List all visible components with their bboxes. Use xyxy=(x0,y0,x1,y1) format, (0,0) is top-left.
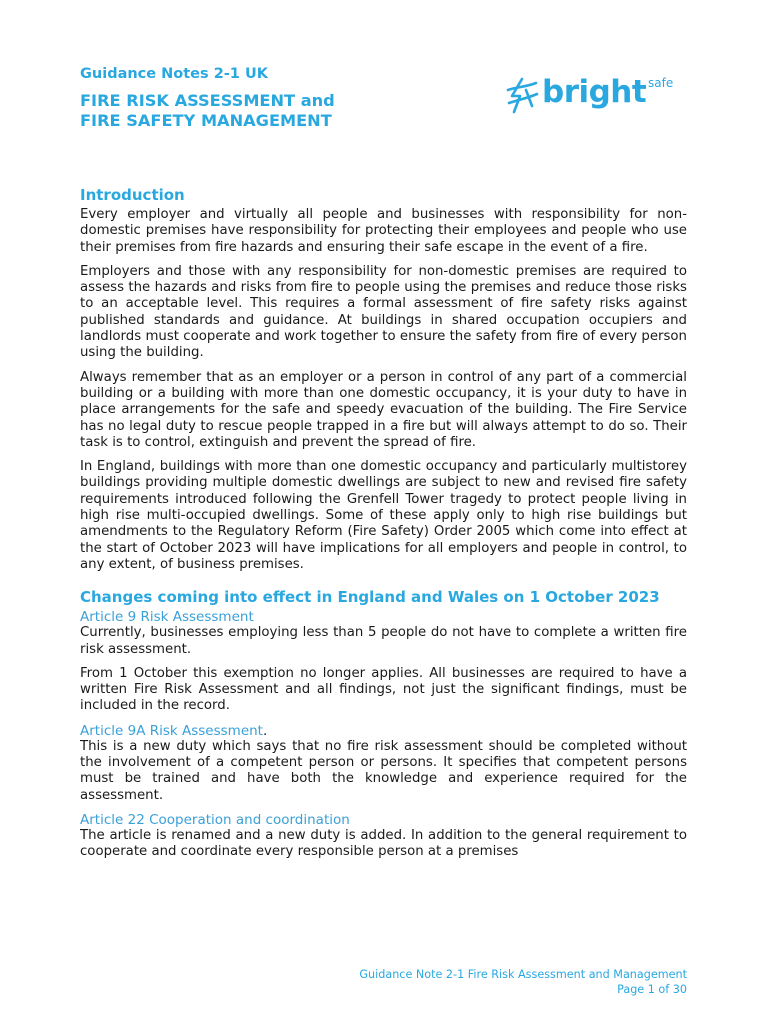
document-body xyxy=(80,186,687,869)
intro-paragraph: Always remember that as an employer or a person in control of any part of a commercial building or a building with more than one domestic occupancy, it is your duty to have in place arrangements for the safe and speedy evacuation of the building. The Fire Service has no legal duty to rescue people trapped in a fire but will always attempt to do so. Their task is to control, extinguish and prevent the spread of fire. xyxy=(80,369,687,450)
logo-wordmark: bright xyxy=(542,74,647,110)
intro-paragraph: Every employer and virtually all people and businesses with responsibility for non-domestic premises have responsibility for protecting their employees and people who use their premises from fire hazards and ensuring their safe escape in the event of a fire. xyxy=(80,207,687,255)
article-22-paragraph: The article is renamed and a new duty is added. In addition to the general requirement to cooperate and coordinate every responsible person at a premises xyxy=(80,827,687,860)
changes-heading: Changes coming into effect in England and Wales on 1 October 2023 xyxy=(80,588,660,607)
article-9-paragraph: Currently, businesses employing less than 5 people do not have to complete a written fire risk assessment. xyxy=(80,625,687,657)
document-title-line-2: FIRE SAFETY MANAGEMENT xyxy=(80,111,332,130)
intro-paragraph: Employers and those with any responsibility for non-domestic premises are required to assess the hazards and risks from fire to people using the premises and reduce those risks to an acceptable level. This requires a formal assessment of fire safety risks against published standards and guidance. At buildings in shared occupation occupiers and landlords must cooperate and work together to ensure the safety from fire of every person using the building. xyxy=(80,263,687,361)
article-9a-heading-line xyxy=(80,723,687,739)
footer-document-name: Guidance Note 2-1 Fire Risk Assessment and Management xyxy=(359,968,687,981)
brightsafe-logo xyxy=(506,76,681,116)
introduction-section xyxy=(80,186,687,573)
article-9a-heading-suffix: . xyxy=(262,722,268,739)
article-9-paragraph: From 1 October this exemption no longer applies. All businesses are required to have a written Fire Risk Assessment and all findings, not just the significant findings, must be included in the record. xyxy=(80,665,687,714)
page-footer xyxy=(359,968,687,997)
logo-superscript: safe xyxy=(648,76,674,90)
document-series-label: Guidance Notes 2-1 UK xyxy=(80,66,268,82)
article-9a-paragraph: This is a new duty which says that no fire risk assessment should be completed without the involvement of a competent person or persons. It specifies that competent persons must be trained and have both the knowledge and experience required for the assessment. xyxy=(80,738,687,803)
article-9-heading: Article 9 Risk Assessment xyxy=(80,609,254,626)
introduction-heading: Introduction xyxy=(80,186,185,204)
article-9a-heading: Article 9A Risk Assessment xyxy=(80,722,263,739)
changes-section xyxy=(80,588,687,860)
document-title-line-1: FIRE RISK ASSESSMENT and xyxy=(80,91,335,110)
article-22-heading: Article 22 Cooperation and coordination xyxy=(80,811,350,828)
footer-page-number: Page 1 of 30 xyxy=(617,982,687,996)
intro-paragraph: In England, buildings with more than one domestic occupancy and particularly multistorey buildings providing multiple domestic dwellings are subject to new and revised fire safety requirements introduced following the Grenfell Tower tragedy to protect people living in high rise multi-occupied dwellings. Some of these apply only to high rise buildings but amendments to the Regulatory Reform (Fire Safety) Order 2005 which come into effect at the start of October 2023 will have implications for all employers and people in control, to any extent, of business premises. xyxy=(80,459,687,572)
